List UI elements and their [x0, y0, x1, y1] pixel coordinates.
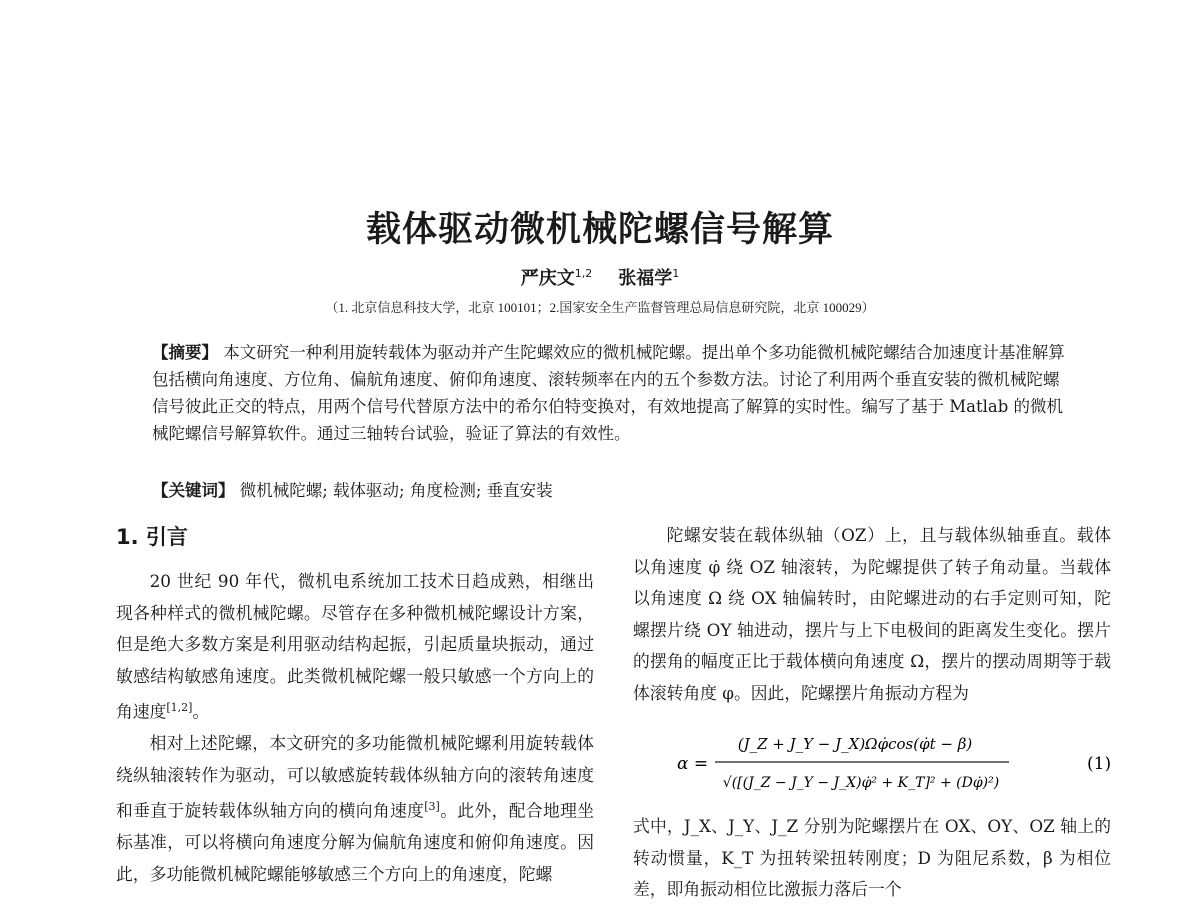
author-name: 张福学 [618, 268, 673, 289]
abstract-label: 【摘要】 [152, 343, 218, 362]
citation: [3] [424, 800, 440, 814]
left-column [116, 520, 594, 890]
keywords-text: 微机械陀螺; 载体驱动; 角度检测; 垂直安装 [234, 481, 553, 500]
section-heading: 1. 引言 [116, 525, 188, 549]
author-affiliation-mark: 1 [672, 267, 680, 280]
paragraph: 式中，J_X、J_Y、J_Z 分别为陀螺摆片在 OX、OY、OZ 轴上的转动惯量，K_T 为扭转梁扭转刚度；D 为阻尼系数，β 为相位差，即角振动相位比激振力落后一个 [633, 816, 1111, 899]
paragraph-text: 。 [192, 701, 210, 722]
equation-number: (1) [1087, 754, 1111, 774]
paragraph [116, 728, 594, 890]
affiliations: （1. 北京信息科技大学，北京 100101；2.国家安全生产监督管理总局信息研究院，北京 100029） [325, 300, 875, 315]
keywords-label: 【关键词】 [152, 481, 235, 500]
equation-denominator: √([(J_Z − J_Y − J_X)φ̇² + K_T]² + (Dφ̇)²) [722, 775, 1000, 791]
abstract-text: 本文研究一种利用旋转载体为驱动并产生陀螺效应的微机械陀螺。提出单个多功能微机械陀螺结合加速度计基准解算包括横向角速度、方位角、偏航角速度、俯仰角速度、滚转频率在内的五个参数方法。讨论了利用两个垂直安装的微机械陀螺信号彼此正交的特点，用两个信号代替原方法中的希尔伯特变换对，有效地提高了解算的实时性。编写了基于 Matlab 的微机械陀螺信号解算软件。通过三轴转台试验，验证了算法的有效性。 [152, 343, 1065, 443]
author-affiliation-mark: 1,2 [574, 267, 593, 280]
keywords [152, 477, 1068, 504]
paragraph-text: 20 世纪 90 年代，微机电系统加工技术日趋成熟，相继出现各种样式的微机械陀螺。尽管存在多种微机械陀螺设计方案，但是绝大多数方案是利用驱动结构起振，引起质量块振动，通过敏感结构敏感角速度。此类微机械陀螺一般只敏感一个方向上的角速度 [116, 571, 594, 722]
paragraph: 陀螺安装在载体纵轴（OZ）上，且与载体纵轴垂直。载体以角速度 φ̇ 绕 OZ 轴滚转，为陀螺提供了转子角动量。当载体以角速度 Ω 绕 OX 轴偏转时，由陀螺进动的右手定则可知，陀螺摆片绕 OY 轴进动，摆片与上下电极间的距离发生变化。摆片的摆角的幅度正比于载体横向角速度 Ω，摆片的摆动周期等于载体滚转角度 φ。因此，陀螺摆片角振动方程为 [633, 525, 1111, 703]
paper-title: 载体驱动微机械陀螺信号解算 [365, 210, 834, 250]
equation-numerator: (J_Z + J_Y − J_X)Ωφ̇cos(φ̇t − β) [737, 735, 973, 753]
authors [0, 264, 1200, 290]
paragraph [116, 566, 594, 728]
equation-1 [633, 719, 1111, 805]
author-name: 严庆文 [520, 268, 575, 289]
equation-graphic [633, 719, 1111, 805]
right-column [633, 520, 1111, 906]
paragraph-text: 。此外，配合地理坐标基准，可以将横向角速度分解为偏航角速度和俯仰角速度。因此，多功能微机械陀螺能够敏感三个方向上的角速度，陀螺 [116, 800, 594, 884]
equation-lhs: α = [677, 754, 709, 774]
citation: [1,2] [166, 701, 193, 714]
abstract [152, 339, 1068, 447]
paragraph-text: 相对上述陀螺，本文研究的多功能微机械陀螺利用旋转载体绕纵轴滚转作为驱动，可以敏感旋转载体纵轴方向的滚转角速度和垂直于旋转载体纵轴方向的横向角速度 [116, 733, 594, 821]
